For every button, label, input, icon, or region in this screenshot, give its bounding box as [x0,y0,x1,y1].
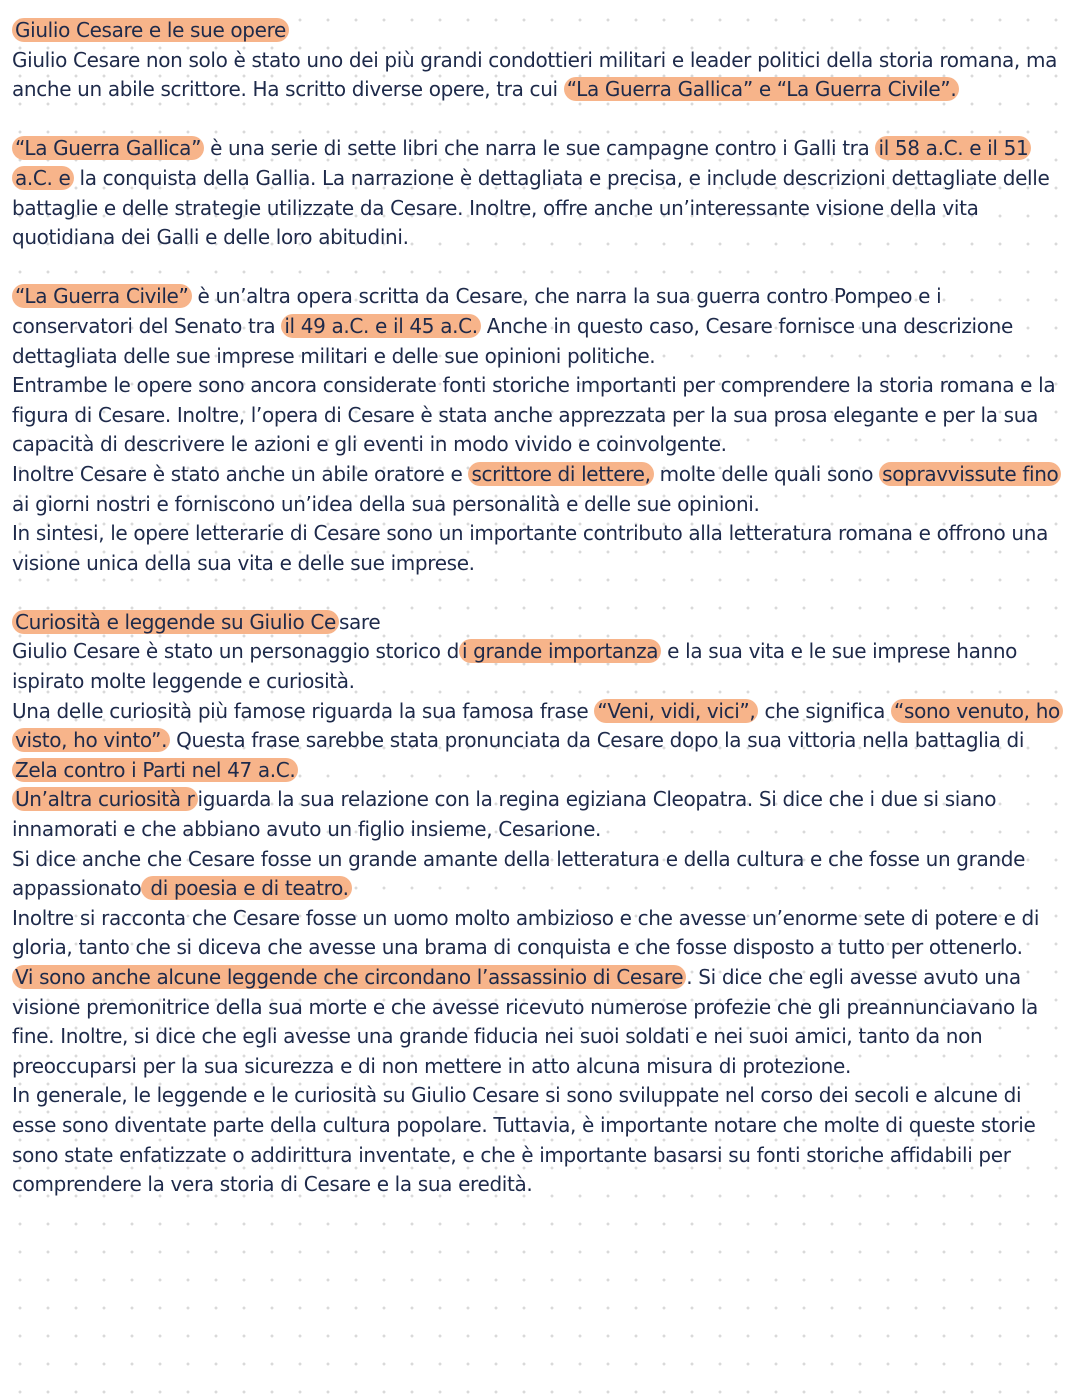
paragraph: Vi sono anche alcune leggende che circondano l’assassinio di Cesare . Si dice che egli avesse avuto una visione premonitrice della sua morte e che avesse ricevuto numerose profezie che gli preannunciavano la fine. Inoltre, si dice che egli avesse una grande fiducia nei suoi soldati e nei suoi amici, tanto da non preoccuparsi per la sua sicurezza e di non mettere in atto alcuna misura di protezione. [12,965,1038,1078]
paragraph: Si dice anche che Cesare fosse un grande amante della letteratura e della cultura e che fosse un grande appassionato di poesia e di teatro. [12,846,1026,901]
paragraph: Un’altra curiosità r iguarda la sua relazione con la regina egiziana Cleopatra. Si dice che i due si siano innamorati e che abbiano avuto un figlio insieme, Cesarione. [12,787,997,842]
highlight: Zela contro i Parti nel 47 a.C. [12,758,298,782]
paragraph: Entrambe le opere sono ancora considerate fonti storiche importanti per comprendere la storia romana e la figura di Cesare. Inoltre, l’opera di Cesare è stata anche apprezzata per la sua prosa elegante e per la sua capacità di descrivere le azioni e gli eventi in modo vivido e coinvolgente. [12,373,1056,457]
highlight: i grande importanza [459,639,661,663]
handwritten-note [12,16,1062,1200]
highlight: di poesia e di teatro. [141,876,351,900]
highlight: il 58 a.C. e il 51 a.C. e [12,136,1031,190]
highlight: Curiosità e leggende su Giulio Ce [12,610,339,634]
spacer [12,253,1062,283]
highlight: Vi sono anche alcune leggende che circondano l’assassinio di Cesare [12,965,686,989]
spacer [12,105,1062,135]
highlight: il 49 a.C. e il 45 a.C. [281,314,480,338]
highlight: “La Guerra Civile” [12,284,192,308]
paragraph: “La Guerra Gallica” è una serie di sette libri che narra le sue campagne contro i Galli tra il 58 a.C. e il 51 a.C. e la conquista della Gallia. La narrazione è dettagliata e precisa, e include descrizioni dettagliate delle battaglie e delle strategie utilizzate da Cesare. Inoltre, offre anche un’interessante visione della vita quotidiana dei Galli e delle loro abitudini. [12,136,1050,250]
paragraph: Giulio Cesare è stato un personaggio storico d i grande importanza e la sua vita e le sue imprese hanno ispirato molte leggende e curiosità. [12,639,1018,694]
section-title-curiosita: Curiosità e leggende su Giulio Ce sare [12,608,1062,638]
paragraph: “La Guerra Civile” è un’altra opera scritta da Cesare, che narra la sua guerra contro Pompeo e i conservatori del Senato tra il 49 a.C. e il 45 a.C. Anche in questo caso, Cesare fornisce una descrizione dettagliata delle sue imprese militari e delle sue opinioni politiche. [12,284,1013,368]
highlight: Giulio Cesare e le sue opere [12,18,289,42]
highlight: “Veni, vidi, vici”, [594,699,758,723]
highlight: scrittore di lettere, [468,462,653,486]
highlight: “La Guerra Gallica” [12,136,204,160]
highlight: Un’altra curiosità r [12,787,198,811]
paragraph: In generale, le leggende e le curiosità su Giulio Cesare si sono sviluppate nel corso dei secoli e alcune di esse sono diventate parte della cultura popolare. Tuttavia, è importante notare che molte di queste storie sono state enfatizzate o addirittura inventate, e che è importante basarsi su fonti storiche affidabili per comprendere la vera storia di Cesare e la sua eredità. [12,1083,1036,1197]
paragraph: Inoltre si racconta che Cesare fosse un uomo molto ambizioso e che avesse un’enorme sete di potere e di gloria, tanto che si diceva che avesse una brama di conquista e che fosse disposto a tutto per ottenerlo. [12,905,1040,960]
paragraph: Una delle curiosità più famose riguarda la sua famosa frase “Veni, vidi, vici”, che significa “sono venuto, ho visto, ho vinto”. Questa frase sarebbe stata pronunciata da Cesare dopo la sua vittoria nella battaglia di Zela contro i Parti nel 47 a.C. [12,697,1062,786]
section-title-opere [12,16,1062,46]
spacer [12,578,1062,608]
paragraph: Giulio Cesare non solo è stato uno dei più grandi condottieri militari e leader politici della storia romana, ma anche un abile scrittore. Ha scritto diverse opere, tra cui “La Guerra Gallica” e “La Guerra Civile”. [12,47,1057,102]
paragraph: In sintesi, le opere letterarie di Cesare sono un importante contributo alla letteratura romana e offrono una visione unica della sua vita e delle sue imprese. [12,521,1048,575]
paragraph: Inoltre Cesare è stato anche un abile oratore e scrittore di lettere, molte delle quali sono sopravvissute fino ai giorni nostri e forniscono un’idea della sua personalità e delle sue opinioni. [12,460,1062,519]
highlight: “La Guerra Gallica” e “La Guerra Civile”. [564,77,960,101]
highlight: “sono venuto, ho visto, ho vinto”. [12,699,1063,753]
highlight: sopravvissute fino [879,462,1061,486]
